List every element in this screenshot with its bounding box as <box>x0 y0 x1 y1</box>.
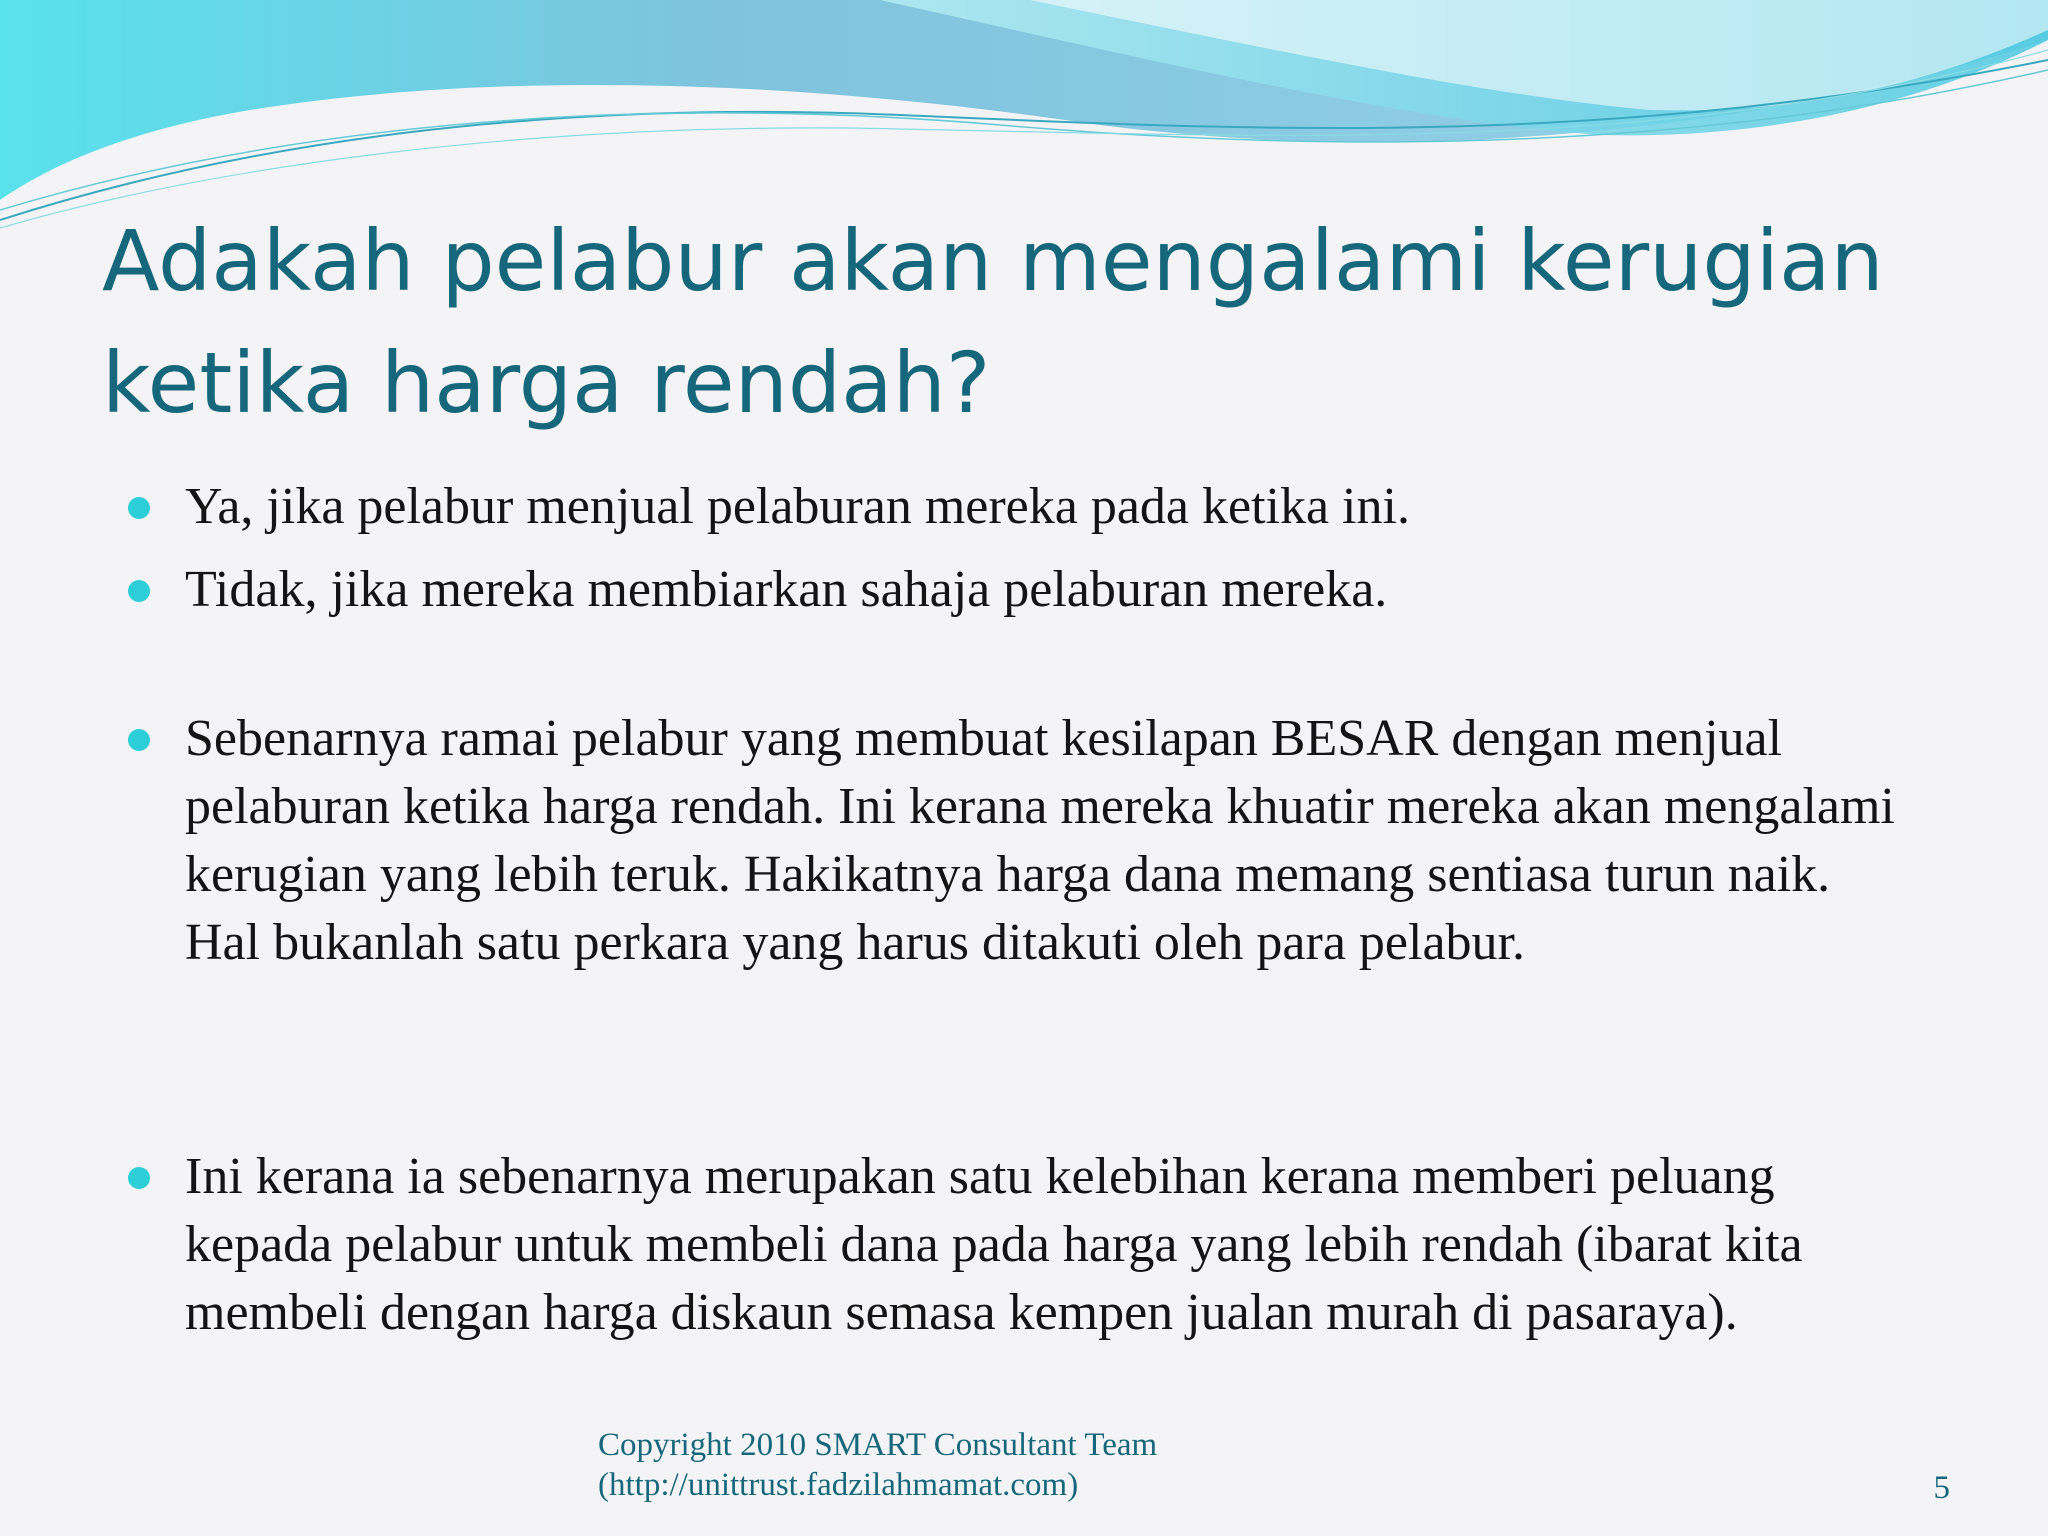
bullet-dot-icon <box>128 1167 150 1189</box>
bullet-item <box>128 473 1908 541</box>
bullet-dot-icon <box>128 729 150 751</box>
bullet-text: Sebenarnya ramai pelabur yang membuat kesilapan BESAR dengan menjual pelaburan ketika harga rendah. Ini kerana mereka khuatir mereka akan mengalami kerugian yang lebih teruk. Hakikatnya harga dana memang sentiasa turun naik. Hal bukanlah satu perkara yang harus ditakuti oleh para pelabur. <box>185 710 1895 971</box>
bullet-dot-icon <box>128 580 150 602</box>
bullet-item <box>128 556 1908 624</box>
bullet-item <box>128 705 1908 977</box>
copyright-url: (http://unittrust.fadzilahmamat.com) <box>598 1467 1079 1503</box>
bullet-text: Tidak, jika mereka membiarkan sahaja pelaburan mereka. <box>185 561 1388 618</box>
copyright-text: Copyright 2010 SMART Consultant Team <box>598 1427 1158 1463</box>
bullet-text: Ini kerana ia sebenarnya merupakan satu kelebihan kerana memberi peluang kepada pelabur untuk membeli dana pada harga yang lebih rendah (ibarat kita membeli dengan harga diskaun semasa kempen jualan murah di pasaraya). <box>185 1148 1803 1341</box>
bullet-dot-icon <box>128 497 150 519</box>
footer-copyright <box>598 1425 1157 1505</box>
bullet-item <box>128 1143 1908 1347</box>
bullet-text: Ya, jika pelabur menjual pelaburan mereka pada ketika ini. <box>185 478 1410 535</box>
slide-title: Adakah pelabur akan mengalami kerugian ketika harga rendah? <box>102 212 1884 432</box>
page-number: 5 <box>1933 1470 1950 1506</box>
